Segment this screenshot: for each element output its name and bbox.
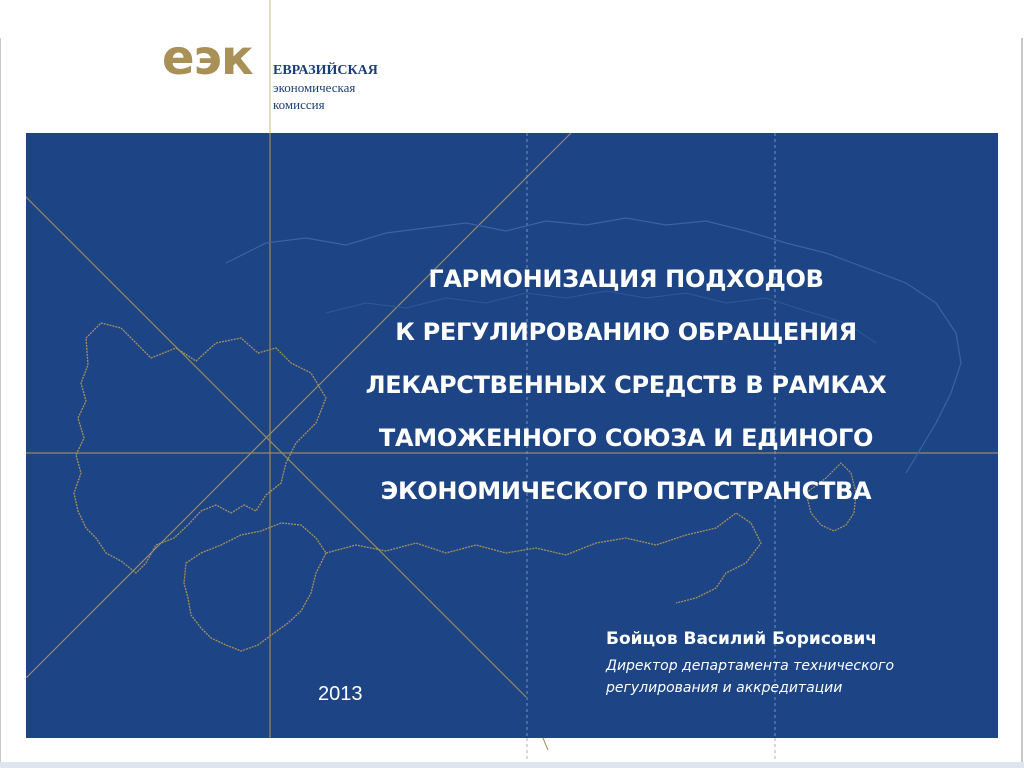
map-outline-south [326,513,761,603]
map-outline-west [74,323,326,573]
author-role-line-2: регулирования и аккредитации [606,680,843,696]
map-outline-kazakhstan [184,523,326,651]
title-line-4: ТАМОЖЕННОГО СОЮЗА И ЕДИНОГО [378,424,874,452]
title-panel [26,133,998,738]
logo-mark: еэк [162,30,253,86]
title-line-1: ГАРМОНИЗАЦИЯ ПОДХОДОВ [428,265,824,293]
title-line-2: К РЕГУЛИРОВАНИЮ ОБРАЩЕНИЯ [395,318,857,346]
author-block [606,629,986,699]
slide-title [316,253,936,518]
logo-text [273,62,378,113]
eec-logo [162,30,402,126]
title-line-5: ЭКОНОМИЧЕСКОГО ПРОСТРАНСТВА [380,477,872,505]
author-name: Бойцов Василий Борисович [606,629,877,649]
logo-line-1: ЕВРАЗИЙСКАЯ [273,63,378,78]
author-role [606,655,986,699]
logo-line-2: экономическая [273,80,356,95]
logo-line-3: комиссия [273,97,325,112]
bottom-band [0,762,1024,768]
slide-year: 2013 [318,683,363,705]
title-line-3: ЛЕКАРСТВЕННЫХ СРЕДСТВ В РАМКАХ [365,371,887,399]
author-role-line-1: Директор департамента технического [606,658,895,674]
